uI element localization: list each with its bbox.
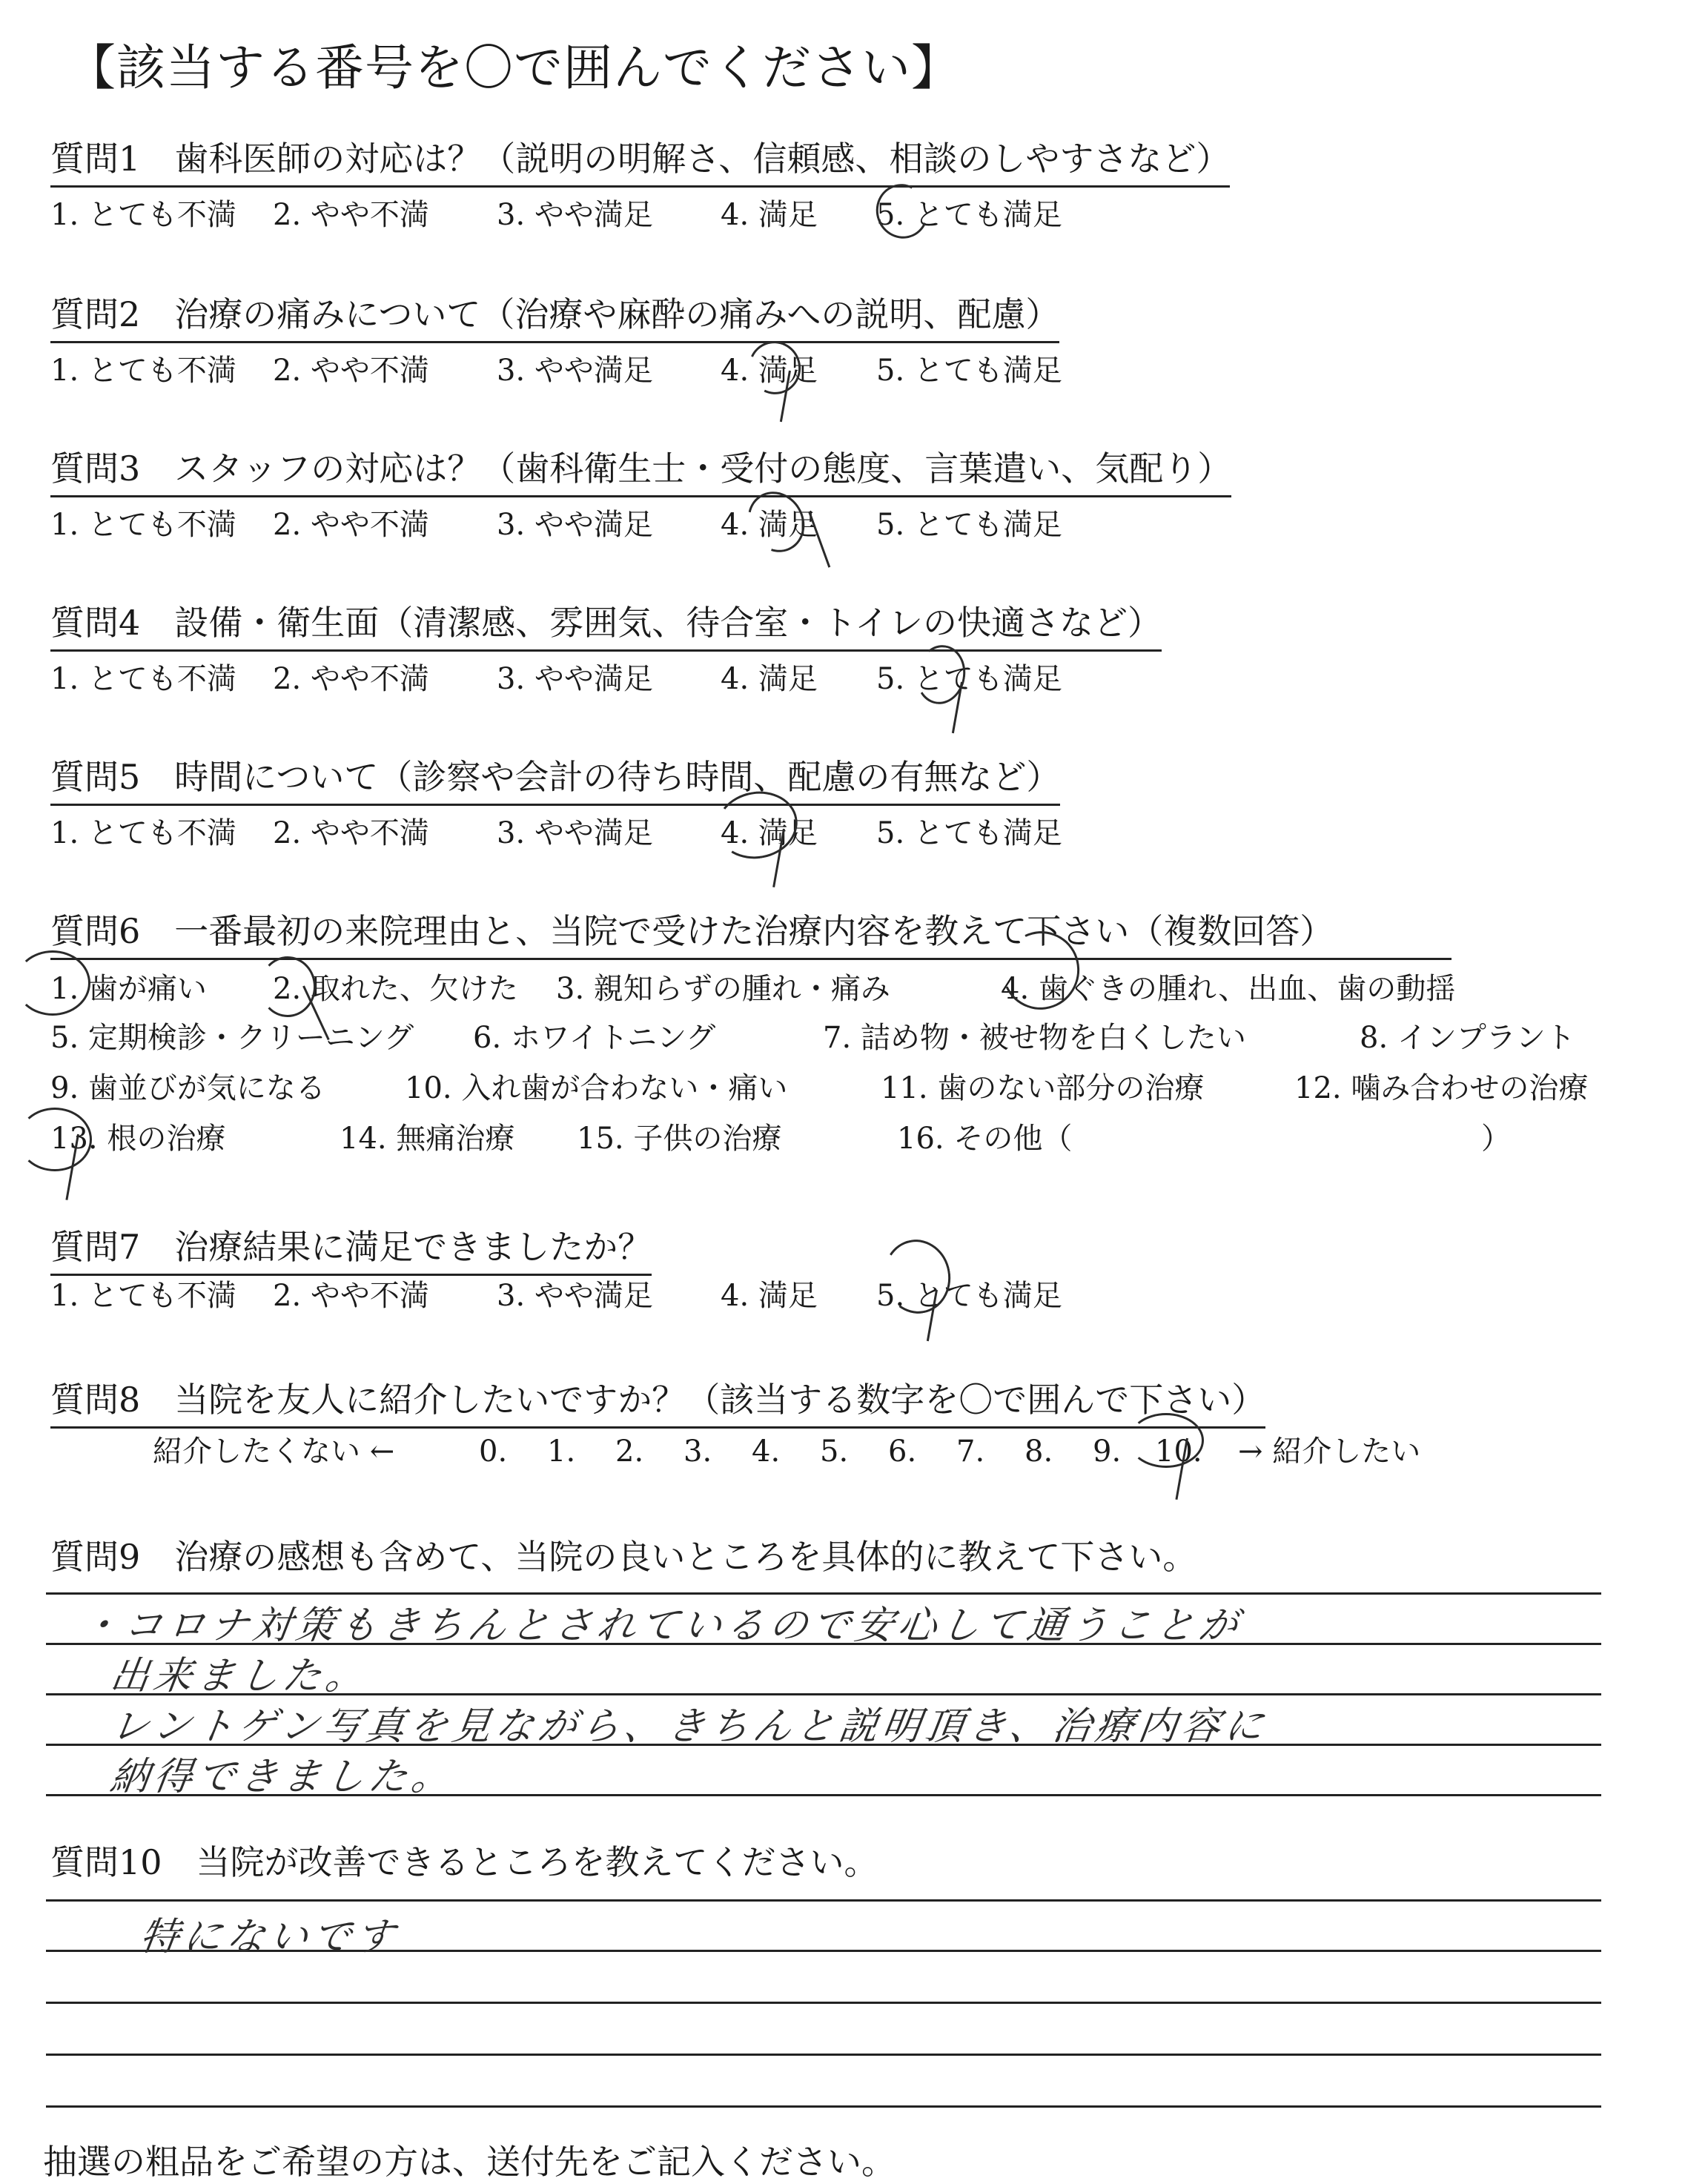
q8-option-10[interactable]: 10. xyxy=(1155,1435,1202,1469)
q2-option-2[interactable]: 2. やや不満 xyxy=(273,354,429,388)
q6-row-1 xyxy=(50,965,1455,1007)
q3-option-2[interactable]: 2. やや不満 xyxy=(273,508,429,542)
q1-title: 質問1 歯科医師の対応は？（説明の明解さ、信頼感、相談のしやすさなど） xyxy=(50,132,1230,188)
q5-option-1[interactable]: 1. とても不満 xyxy=(50,816,236,850)
q7-option-5[interactable]: 5. とても満足 xyxy=(876,1279,1062,1313)
q8-option-4[interactable]: 4. xyxy=(752,1435,781,1469)
q9-answer-line-3: レントゲン写真を見ながら、きちんと説明頂き、治療内容に xyxy=(107,1704,1271,1749)
q8-title: 質問8 当院を友人に紹介したいですか？（該当する数字を〇で囲んで下さい） xyxy=(50,1373,1265,1429)
q10-line-3 xyxy=(46,2002,1601,2004)
q10-line-4 xyxy=(46,2054,1601,2056)
q6-option-9[interactable]: 9. 歯並びが気になる xyxy=(50,1071,325,1105)
q1-option-2[interactable]: 2. やや不満 xyxy=(273,198,429,232)
q2-option-5[interactable]: 5. とても満足 xyxy=(876,354,1062,388)
q6-option-6[interactable]: 6. ホワイトニング xyxy=(473,1021,716,1055)
q6-option-15[interactable]: 15. 子供の治療 xyxy=(577,1122,782,1156)
q4-option-2[interactable]: 2. やや不満 xyxy=(273,662,429,696)
q8-option-1[interactable]: 1. xyxy=(547,1435,576,1469)
prize-note: 抽選の粗品をご希望の方は、送付先をご記入ください。 xyxy=(43,2142,896,2182)
q6-option-8[interactable]: 8. インプラント xyxy=(1360,1021,1575,1055)
q5-option-4[interactable]: 4. 満足 xyxy=(721,816,818,850)
q6-option-4[interactable]: 4. 歯ぐきの腫れ、出血、歯の動揺 xyxy=(1001,972,1456,1006)
q6-option-16[interactable]: 16. その他（ xyxy=(897,1122,1073,1156)
q9-answer-line-4: 納得できました。 xyxy=(107,1755,458,1799)
q10-title: 質問10 当院が改善できるところを教えてください。 xyxy=(50,1842,878,1882)
q6-option-14[interactable]: 14. 無痛治療 xyxy=(340,1122,515,1156)
q8-left-label: 紹介したくない ← xyxy=(153,1435,395,1469)
q2-title: 質問2 治療の痛みについて（治療や麻酔の痛みへの説明、配慮） xyxy=(50,288,1059,343)
q8-right-label: → 紹介したい xyxy=(1238,1435,1421,1469)
q6-row-2 xyxy=(50,1014,1575,1056)
q7-option-2[interactable]: 2. やや不満 xyxy=(273,1279,429,1313)
q9-answer-line-2: 出来ました。 xyxy=(107,1654,372,1698)
q10-line-1 xyxy=(46,1899,1601,1902)
q5-option-5[interactable]: 5. とても満足 xyxy=(876,816,1062,850)
q4-title: 質問4 設備・衛生面（清潔感、雰囲気、待合室・トイレの快適さなど） xyxy=(50,596,1162,652)
q3-option-3[interactable]: 3. やや満足 xyxy=(497,508,653,542)
q6-option-10[interactable]: 10. 入れ歯が合わない・痛い xyxy=(405,1071,788,1105)
q1-option-5[interactable]: 5. とても満足 xyxy=(876,198,1062,232)
q1-options xyxy=(50,191,1062,234)
q7-options xyxy=(50,1272,1062,1314)
q6-option-7[interactable]: 7. 詰め物・被せ物を白くしたい xyxy=(823,1021,1246,1055)
q7-option-4[interactable]: 4. 満足 xyxy=(721,1279,818,1313)
q2-option-1[interactable]: 1. とても不満 xyxy=(50,354,236,388)
q6-option-3[interactable]: 3. 親知らずの腫れ・痛み xyxy=(556,972,890,1006)
q10-answer-line-1: 特にないです xyxy=(137,1915,402,1959)
q9-answer-line-1: ・コロナ対策もきちんとされているので安心して通うことが xyxy=(78,1604,1245,1648)
q9-title: 質問9 治療の感想も含めて、当院の良いところを具体的に教えて下さい。 xyxy=(50,1537,1197,1577)
q6-option-1[interactable]: 1. 歯が痛い xyxy=(50,972,207,1006)
q6-title: 質問6 一番最初の来院理由と、当院で受けた治療内容を教えて下さい（複数回答） xyxy=(50,904,1452,960)
q8-option-6[interactable]: 6. xyxy=(888,1435,917,1469)
q6-other-close: ） xyxy=(1481,1122,1511,1156)
q6-row-4 xyxy=(50,1115,1511,1157)
q10-line-5 xyxy=(46,2105,1601,2108)
form-header: 【該当する番号を〇で囲んでください】 xyxy=(67,39,961,96)
q3-option-5[interactable]: 5. とても満足 xyxy=(876,508,1062,542)
q6-option-13[interactable]: 13. 根の治療 xyxy=(50,1122,226,1156)
q6-row-3 xyxy=(50,1065,1588,1107)
q8-option-2[interactable]: 2. xyxy=(615,1435,644,1469)
q2-option-4[interactable]: 4. 満足 xyxy=(721,354,818,388)
q8-scale xyxy=(153,1428,1420,1470)
q4-option-1[interactable]: 1. とても不満 xyxy=(50,662,236,696)
q6-option-11[interactable]: 11. 歯のない部分の治療 xyxy=(881,1071,1205,1105)
q8-option-3[interactable]: 3. xyxy=(683,1435,712,1469)
q7-option-1[interactable]: 1. とても不満 xyxy=(50,1279,236,1313)
q8-option-9[interactable]: 9. xyxy=(1093,1435,1122,1469)
q4-option-5[interactable]: 5. とても満足 xyxy=(876,662,1062,696)
q5-option-2[interactable]: 2. やや不満 xyxy=(273,816,429,850)
q7-title: 質問7 治療結果に満足できましたか？ xyxy=(50,1220,652,1276)
q3-title: 質問3 スタッフの対応は？（歯科衛生士・受付の態度、言葉遣い、気配り） xyxy=(50,442,1231,497)
q8-option-5[interactable]: 5. xyxy=(820,1435,849,1469)
q1-option-3[interactable]: 3. やや満足 xyxy=(497,198,653,232)
q8-option-8[interactable]: 8. xyxy=(1025,1435,1053,1469)
q5-option-3[interactable]: 3. やや満足 xyxy=(497,816,653,850)
q5-title: 質問5 時間について（診察や会計の待ち時間、配慮の有無など） xyxy=(50,750,1060,806)
q6-option-5[interactable]: 5. 定期検診・クリーニング xyxy=(50,1021,414,1055)
q4-options xyxy=(50,655,1062,698)
q6-option-12[interactable]: 12. 噛み合わせの治療 xyxy=(1294,1071,1589,1105)
q3-options xyxy=(50,501,1062,543)
q8-option-0[interactable]: 0. xyxy=(479,1435,508,1469)
q6-option-2[interactable]: 2. 取れた、欠けた xyxy=(273,972,518,1006)
q8-option-7[interactable]: 7. xyxy=(956,1435,985,1469)
q1-option-4[interactable]: 4. 満足 xyxy=(721,198,818,232)
q4-option-4[interactable]: 4. 満足 xyxy=(721,662,818,696)
q5-options xyxy=(50,810,1062,852)
q2-options xyxy=(50,347,1062,389)
q7-option-3[interactable]: 3. やや満足 xyxy=(497,1279,653,1313)
q4-option-3[interactable]: 3. やや満足 xyxy=(497,662,653,696)
q3-option-4[interactable]: 4. 満足 xyxy=(721,508,818,542)
q2-option-3[interactable]: 3. やや満足 xyxy=(497,354,653,388)
q3-option-1[interactable]: 1. とても不満 xyxy=(50,508,236,542)
q1-option-1[interactable]: 1. とても不満 xyxy=(50,198,236,232)
